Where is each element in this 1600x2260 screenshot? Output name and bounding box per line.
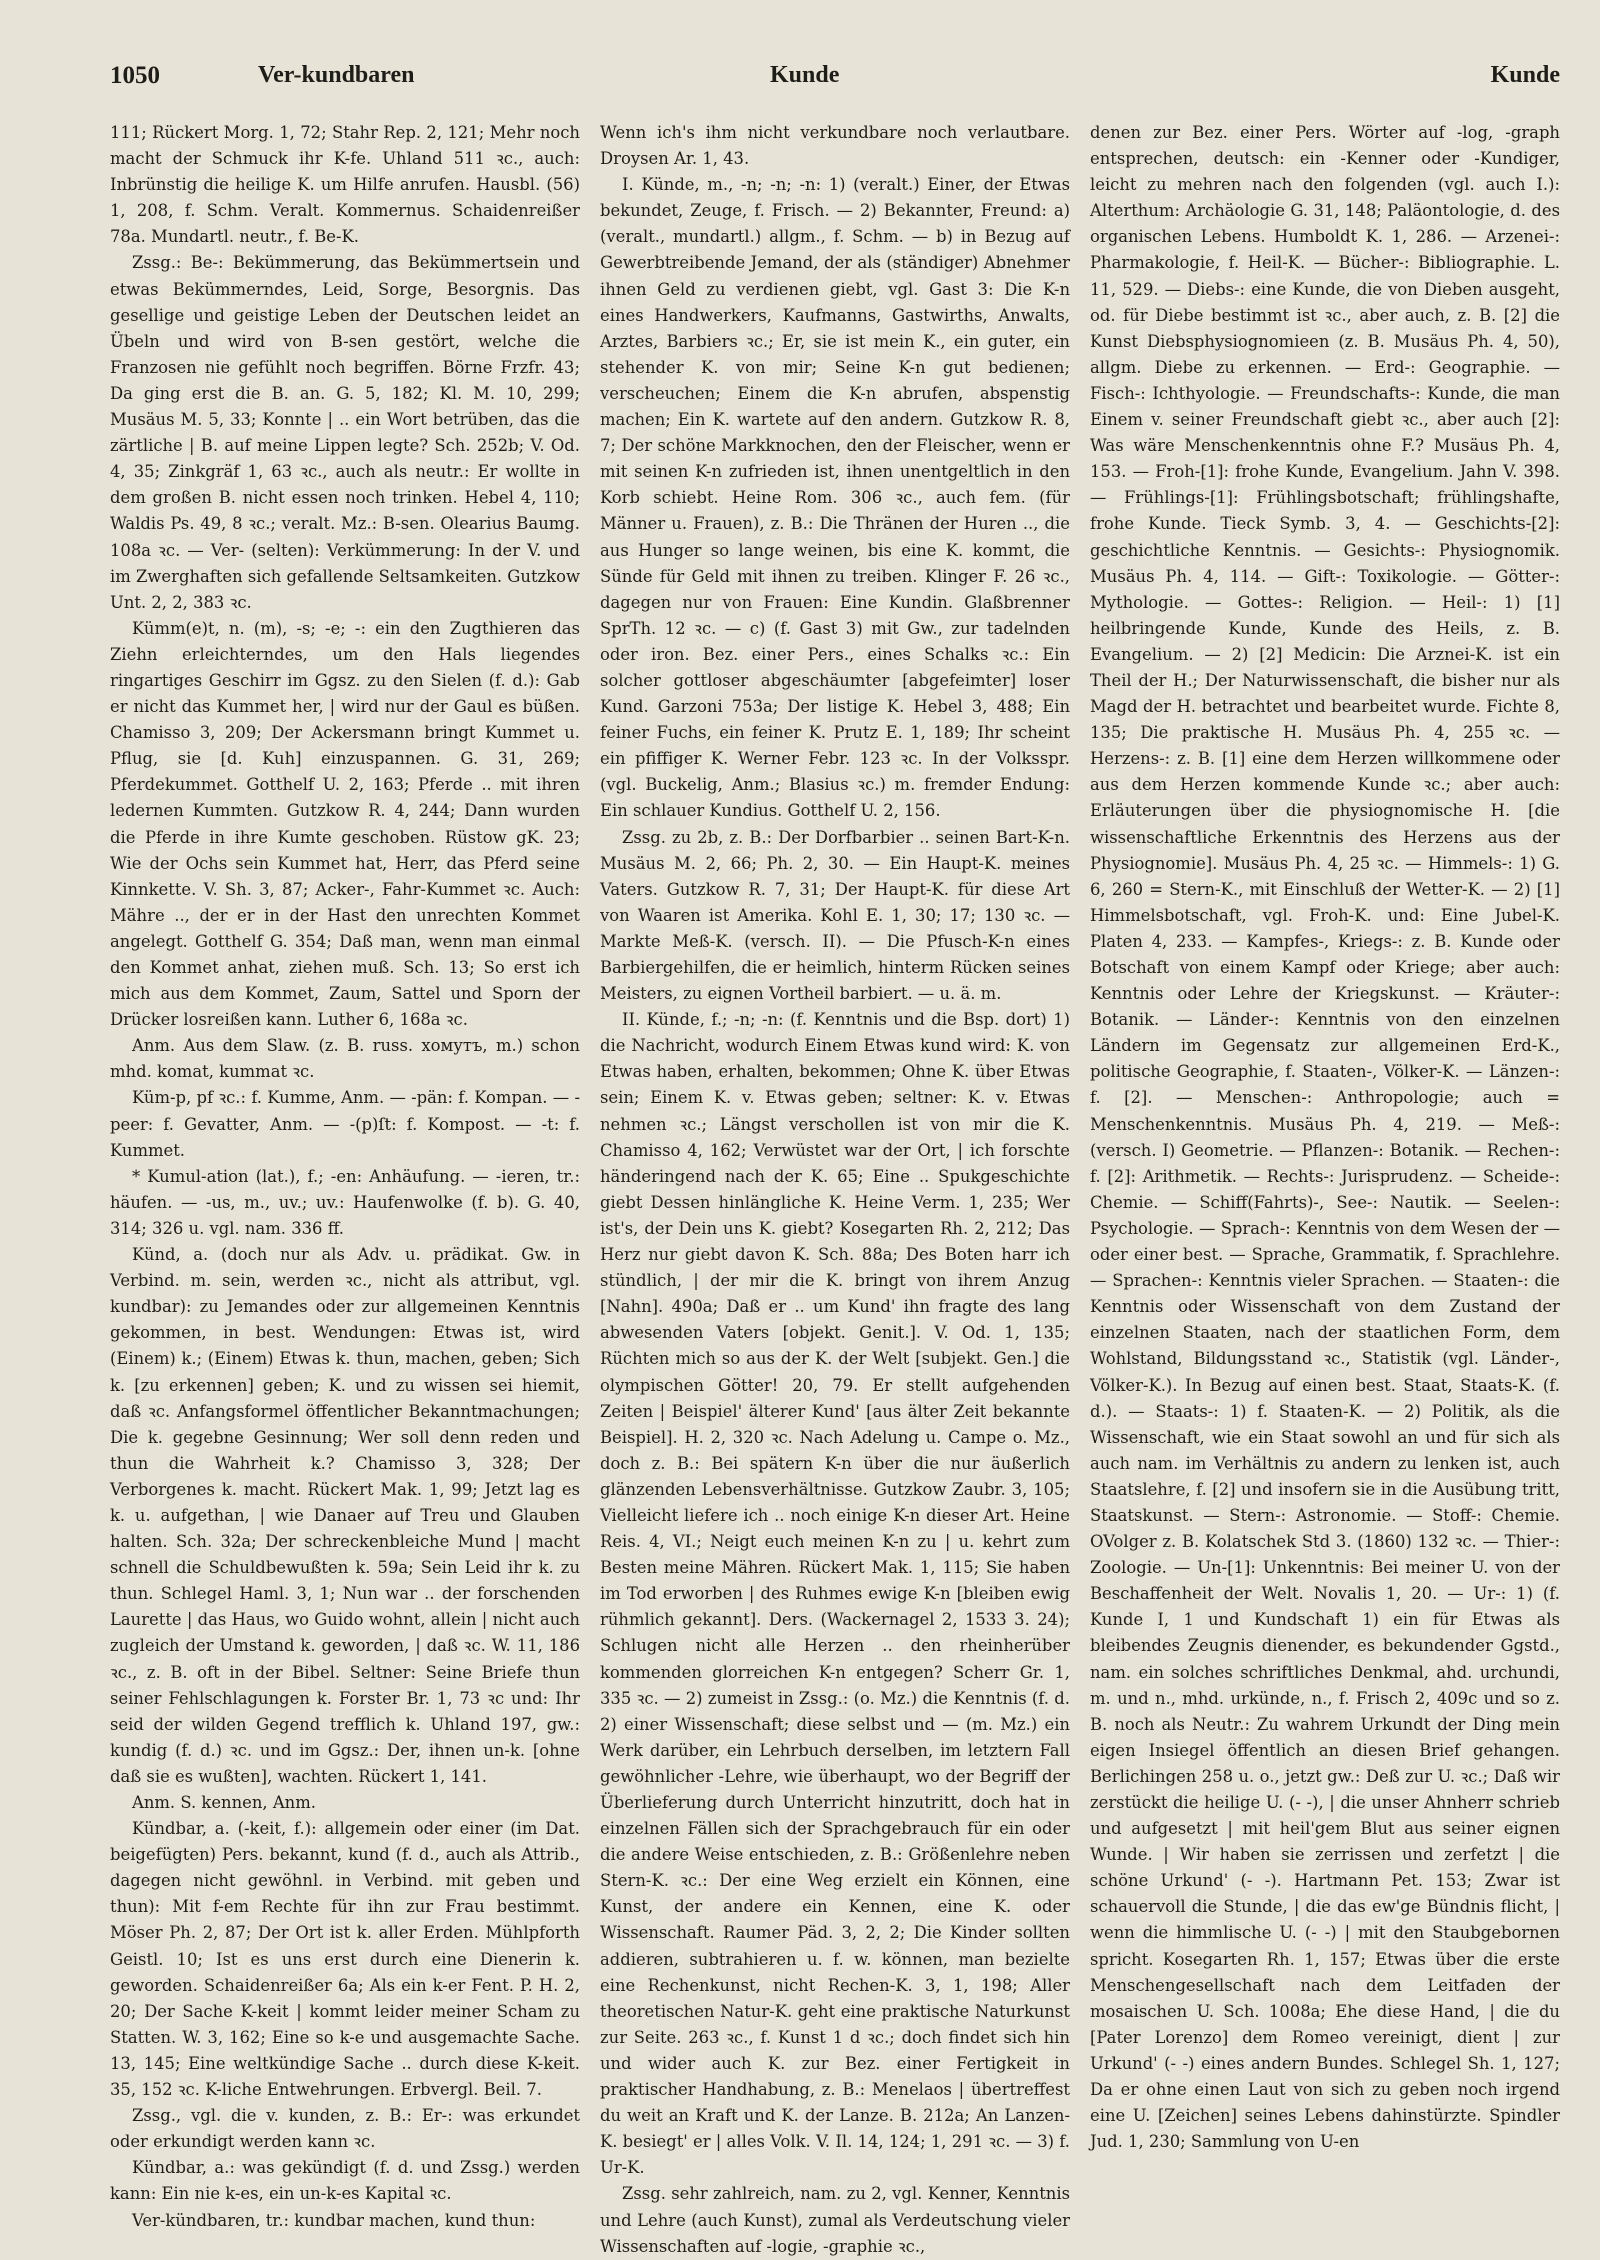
text-columns xyxy=(110,120,1560,2256)
entry-paragraph: Zssg. zu 2b, z. B.: Der Dorfbarbier .. seinen Bart-K-n. Musäus M. 2, 66; Ph. 2, 30. — Ein Haupt-K. meines Vaters. Gutzkow R. 7, 31; Der Haupt-K. für diese Art von Waaren ist Amerika. Kohl E. 1, 30; 17; 130 ꝛc. — Markte Meß-K. (versch. II). — Die Pfusch-K-n eines Barbiergehilfen, die er heimlich, hinterm Rücken seines Meisters, zu eignen Vortheil barbiert. — u. ä. m. xyxy=(600,827,1070,1004)
entry-paragraph: II. Künde, f.; -n; -n: (f. Kenntnis und die Bsp. dort) 1) die Nachricht, wodurch Einem Etwas kund wird: K. von Etwas haben, erhalten, bekommen; Ohne K. über Etwas sein; Einem K. v. Etwas geben; seltner: K. v. Etwas nehmen ꝛc.; Längst verschollen ist von mir die K. Chamisso 4, 162; Verwüstet war der Ort, | ich forschte händeringend nach der K. 65; Eine .. Spukgeschichte giebt Dessen hinlängliche K. Heine Verm. 1, 235; Wer ist's, der Dein uns K. giebt? Kosegarten Rh. 2, 212; Das Herz nur giebt davon K. Sch. 88a; Des Boten harr ich stündlich, | der mir die K. bringt von ihrem Anzug [Nahn]. 490a; Daß er .. um Kund' ihn fragte des lang abwesenden Vaters [objekt. Genit.]. V. Od. 1, 135; Rüchten mich so aus der K. der Welt [subjekt. Gen.] die olympischen Götter! 20, 79. Er stellt aufgehenden Zeiten | Beispiel' älterer Kund' [aus älter Zeit bekannte Beispiel]. H. 2, 320 ꝛc. Nach Adelung u. Campe o. Mz., doch z. B.: Bei spätern K-n über die nur äußerlich glänzenden Lebensverhältnisse. Gutzkow Zaubr. 3, 105; Vielleicht liefere ich .. noch einige K-n dieser Art. Heine Reis. 4, VI.; Neigt euch meinen K-n zu | u. kehrt zum Besten meine Mähren. Rückert Mak. 1, 115; Sie haben im Tod erworben | des Ruhmes ewige K-n [bleiben ewig rühmlich gekannt]. Ders. (Wackernagel 2, 1533 3. 24); Schlugen nicht alle Herzen .. den rheinherüber kommenden glorreichen K-n entgegen? Scherr Gr. 1, 335 ꝛc. — 2) zumeist in Zssg.: (o. Mz.) die Kenntnis (f. d. 2) einer Wissenschaft; diese selbst und — (m. Mz.) ein Werk darüber, ein Lehrbuch derselben, im letztern Fall gewöhnlicher -Lehre, wie überhaupt, wo der Begriff der Überlieferung durch Unterricht hinzutritt, doch hat in einzelnen Fällen sich der Sprachgebrauch für ein oder die andere Weise entschieden, z. B.: Größenlehre neben Stern-K. ꝛc.: Der eine Weg erzielt ein Können, eine Kunst, der andere ein Kennen, eine K. oder Wissenschaft. Raumer Päd. 3, 2, 2; Die Kinder sollten addieren, subtrahieren u. f. w. können, man bezielte eine Rechenkunst, nicht Rechen-K. 3, 1, 198; Aller theoretischen Natur-K. geht eine praktische Naturkunst zur Seite. 263 ꝛc., f. Kunst 1 d ꝛc.; doch findet sich hin und wider auch K. zur Bez. einer Fertigkeit in praktischer Handhabung, z. B.: Menelaos | übertreffest du weit an Kraft und K. der Lanze. B. 212a; An Lanzen-K. besiegt' er | alles Volk. V. Il. 14, 124; 1, 291 ꝛc. — 3) f. Ur-K. xyxy=(600,1010,1070,2178)
page-number: 1050 xyxy=(110,62,160,89)
entry-paragraph: Zssg., vgl. die v. kunden, z. B.: Er-: was erkundet oder erkundigt werden kann ꝛc. xyxy=(110,2106,580,2152)
column-middle xyxy=(600,120,1070,2256)
entry-paragraph: Anm. S. kennen, Anm. xyxy=(132,1793,316,1812)
entry-paragraph: Anm. Aus dem Slaw. (z. B. russ. хомутъ, m.) schon mhd. komat, kummat ꝛc. xyxy=(110,1036,580,1082)
running-header xyxy=(110,62,1560,108)
entry-paragraph: Kündbar, a.: was gekündigt (f. d. und Zssg.) werden kann: Ein nie k-es, ein un-k-es Kapital ꝛc. xyxy=(110,2158,580,2204)
column-right xyxy=(1090,120,1560,2230)
entry-paragraph: Ver-kündbaren, tr.: kundbar machen, kund thun: xyxy=(132,2210,536,2230)
entry-paragraph: Künd, a. (doch nur als Adv. u. prädikat. Gw. in Verbind. m. sein, werden ꝛc., nicht als attribut, vgl. kundbar): zu Jemandes oder zur allgemeinen Kenntnis gekommen, in best. Wendungen: Etwas ist, wird (Einem) k.; (Einem) Etwas k. thun, machen, geben; Sich k. [zu erkennen] geben; K. und zu wissen sei hiemit, daß ꝛc. Anfangsformel öffentlicher Bekanntmachungen; Die k. gegebne Gesinnung; Wer soll denn reden und thun die Wahrheit k.? Chamisso 3, 328; Der Verborgenes k. macht. Rückert Mak. 1, 99; Jetzt lag es k. u. aufgethan, | wie Danaer auf Treu und Glauben halten. Sch. 32a; Der schreckenbleiche Mund | macht schnell die Schuldbewußten k. 59a; Sein Leid ihr k. zu thun. Schlegel Haml. 3, 1; Nun war .. der forschenden Laurette | das Haus, wo Guido wohnt, allein | nicht auch zugleich der Umstand k. geworden, | daß ꝛc. W. 11, 186 ꝛc., z. B. oft in der Bibel. Seltner: Seine Briefe thun seiner Fehlschlagungen k. Forster Br. 1, 73 ꝛc und: Ihr seid der wilden Gegend trefflich k. Uhland 197, gw.: kundig (f. d.) ꝛc. und im Ggsz.: Der, ihnen un-k. [ohne daß sie es wußten], wachten. Rückert 1, 141. xyxy=(110,1245,580,1786)
entry-paragraph: Kümm(e)t, n. (m), -s; -e; -: ein den Zugthieren das Ziehn erleichterndes, um den Hals liegendes ringartiges Geschirr im Ggsz. zu den Sielen (f. d.): Gab er nicht das Kummet her, | wird nur der Gaul es büßen. Chamisso 3, 209; Der Ackersmann bringt Kummet u. Pflug, sie [d. Kuh] einzuspannen. G. 31, 269; Pferdekummet. Gotthelf U. 2, 163; Pferde .. mit ihren ledernen Kummten. Gutzkow R. 4, 244; Dann wurden die Pferde in ihre Kumte geschoben. Rüstow gK. 23; Wie der Ochs sein Kummet hat, Herr, das Pferd seine Kinnkette. V. Sh. 3, 87; Acker-, Fahr-Kummet ꝛc. Auch: Mähre .., der er in der Hast den unrechten Kommet angelegt. Gotthelf G. 354; Daß man, wenn man einmal den Kommet anhat, ziehen muß. Sch. 13; So erst ich mich aus dem Kommet, Zaum, Sattel und Sporn der Drücker losreißen kann. Luther 6, 168a ꝛc. xyxy=(110,618,580,1030)
center-headword: Kunde xyxy=(770,62,840,88)
entry-paragraph: Kündbar, a. (-keit, f.): allgemein oder einer (im Dat. beigefügten) Pers. bekannt, kund (f. d., auch als Attrib., dagegen nicht gewöhnl. in Verbind. mit geben und thun): Mit f-em Rechte für ihn zur Frau bestimmt. Möser Ph. 2, 87; Der Ort ist k. aller Erden. Mühlpforth Geistl. 10; Ist es uns erst durch eine Dienerin k. geworden. Schaidenreißer 6a; Als ein k-er Fent. P. H. 2, 20; Der Sache K-keit | kommt leider meiner Scham zu Statten. W. 3, 162; Eine so k-e und ausgemachte Sache. 13, 145; Eine weltkündige Sache .. durch diese K-keit. 35, 152 ꝛc. K-liche Entwehrungen. Erbvergl. Beil. 7. xyxy=(110,1819,580,2100)
entry-paragraph: * Kumul-ation (lat.), f.; -en: Anhäufung. — -ieren, tr.: häufen. — -us, m., uv.; uv.: Haufenwolke (f. b). G. 40, 314; 326 u. vgl. nam. 336 ff. xyxy=(110,1166,580,1238)
entry-paragraph: 111; Rückert Morg. 1, 72; Stahr Rep. 2, 121; Mehr noch macht der Schmuck ihr K-fe. Uhland 511 ꝛc., auch: Inbrünstig die heilige K. um Hilfe anrufen. Hausbl. (56) 1, 208, f. Schm. Veralt. Kommernus. Schaidenreißer 78a. Mundartl. neutr., f. Be-K. xyxy=(110,123,580,247)
column-left xyxy=(110,120,580,2230)
entry-paragraph: denen zur Bez. einer Pers. Wörter auf -log, -graph entsprechen, deutsch: ein -Kenner oder -Kundiger, leicht zu mehren nach den folgenden (vgl. auch I.): Alterthum: Archäologie G. 31, 148; Paläontologie, d. des organischen Lebens. Humboldt K. 1, 286. — Arzenei-: Pharmakologie, f. Heil-K. — Bücher-: Bibliographie. L. 11, 529. — Diebs-: eine Kunde, die von Dieben ausgeht, od. für Diebe bestimmt ist ꝛc., aber auch, z. B. [2] die Kunst Diebsphysiognomieen (z. B. Musäus Ph. 4, 50), allgm. Diebe zu erkennen. — Erd-: Geographie. — Fisch-: Ichthyologie. — Freundschafts-: Kunde, die man Einem v. seiner Freundschaft giebt ꝛc., aber auch [2]: Was wäre Menschenkenntnis ohne F.? Musäus Ph. 4, 153. — Froh-[1]: frohe Kunde, Evangelium. Jahn V. 398. — Frühlings-[1]: Frühlingsbotschaft; frühlingshafte, frohe Kunde. Tieck Symb. 3, 4. — Geschichts-[2]: geschichtliche Kenntnis. — Gesichts-: Physiognomik. Musäus Ph. 4, 114. — Gift-: Toxikologie. — Götter-: Mythologie. — Gottes-: Religion. — Heil-: 1) [1] heilbringende Kunde, Kunde des Heils, z. B. Evangelium. — 2) [2] Medicin: Die Arznei-K. ist ein Theil der H.; Der Naturwissenschaft, die bisher nur als Magd der H. betrachtet und bearbeitet wurde. Fichte 8, 135; Die praktische H. Musäus Ph. 4, 255 ꝛc. — Herzens-: z. B. [1] eine dem Herzen willkommene oder aus dem Herzen kommende Kunde ꝛc.; aber auch: Erläuterungen über die physiognomische H. [die wissenschaftliche Erkenntnis des Herzens aus der Physiognomie]. Musäus Ph. 4, 25 ꝛc. — Himmels-: 1) G. 6, 260 = Stern-K., mit Einschluß der Wetter-K. — 2) [1] Himmelsbotschaft, vgl. Froh-K. und: Eine Jubel-K. Platen 4, 233. — Kampfes-, Kriegs-: z. B. Kunde oder Botschaft von einem Kampf oder Kriege; aber auch: Kenntnis oder Lehre der Kriegskunst. — Kräuter-: Botanik. — Länder-: Kenntnis von den einzelnen Ländern im Gegensatz zur allgemeinen Erd-K., politische Geographie, f. Staaten-, Völker-K. — Länzen-: f. [2]. — Menschen-: Anthropologie; auch = Menschenkenntnis. Musäus Ph. 4, 219. — Meß-: (versch. I) Geometrie. — Pflanzen-: Botanik. — Rechen-: f. [2]: Arithmetik. — Rechts-: Jurisprudenz. — Scheide-: Chemie. — Schiff(Fahrts)-, See-: Nautik. — Seelen-: Psychologie. — Sprach-: Kenntnis von dem Wesen der — oder einer best. — Sprache, Grammatik, f. Sprachlehre. — Sprachen-: Kenntnis vieler Sprachen. — Staaten-: die Kenntnis oder Wissenschaft von dem Zustand der einzelnen Staaten, nach der staatlichen Form, dem Wohlstand, Bildungsstand ꝛc., Statistik (vgl. Länder-, Völker-K.). In Bezug auf einen best. Staat, Staats-K. (f. d.). — Staats-: 1) f. Staaten-K. — 2) Politik, als die Wissenschaft, wie ein Staat sowohl an und für sich als auch nam. im Verhältnis zu andern zu lenken ist, auch Staatslehre, f. [2] und insofern sie in die Ausübung tritt, Staatskunst. — Stern-: Astronomie. — Stoff-: Chemie. OVolger z. B. Kolatschek Std 3. (1860) 132 ꝛc. — Thier-: Zoologie. — Un-[1]: Unkenntnis: Bei meiner U. von der Beschaffenheit der Welt. Novalis 1, 20. — Ur-: 1) (f. Kunde I, 1 und Kundschaft 1) ein für Etwas als bleibendes Zeugnis dienender, es bekundender Ggstd., nam. ein solches schriftliches Denkmal, ahd. urchundi, m. und n., mhd. urkünde, n., f. Frisch 2, 409c und so z. B. noch als Neutr.: Zu wahrem Urkundt der Ding mein eigen Insiegel öffentlich an diesen Brief gehangen. Berlichingen 258 u. o., jetzt gw.: Deß zur U. ꝛc.; Daß wir zerstückt die heilige U. (- -), | die unser Ahnherr schrieb und aufgesetzt | mit heil'gem Blut aus seiner eignen Wunde. | Wir haben sie zerrissen und zerfetzt | die schöne Urkund' (- -). Hartmann Pet. 153; Zwar ist schauervoll die Stunde, | die das ew'ge Bündnis flicht, | wenn die himmlische U. (- -) | mit den Staubgebornen spricht. Kosegarten Rh. 1, 157; Etwas über die erste Menschengesellschaft nach dem Leitfaden der mosaischen U. Sch. 1008a; Ehe diese Hand, | die du [Pater Lorenzo] dem Romeo vereinigt, dient | zur Urkund' (- -) eines andern Bundes. Schlegel Sh. 1, 127; Da er ohne einen Laut von sich zu geben noch irgend eine U. [Zeichen] seines Lebens dahinstürzte. Spindler Jud. 1, 230; Sammlung von U-en xyxy=(1090,123,1560,2152)
entry-paragraph: Küm-p, pf ꝛc.: f. Kumme, Anm. — -pän: f. Kompan. — -peer: f. Gevatter, Anm. — -(p)ſt: f. Kompost. — -t: f. Kummet. xyxy=(110,1088,580,1160)
left-headword: Ver-kundbaren xyxy=(258,62,415,88)
entry-paragraph: Wenn ich's ihm nicht verkundbare noch verlautbare. Droysen Ar. 1, 43. xyxy=(600,123,1070,169)
right-headword: Kunde xyxy=(1490,62,1560,88)
entry-paragraph: Zssg. sehr zahlreich, nam. zu 2, vgl. Kenner, Kenntnis und Lehre (auch Kunst), zumal als Verdeutschung vieler Wissenschaften auf -logie, -graphie ꝛc., xyxy=(600,2184,1070,2256)
entry-paragraph: I. Künde, m., -n; -n; -n: 1) (veralt.) Einer, der Etwas bekundet, Zeuge, f. Frisch. — 2) Bekannter, Freund: a) (veralt., mundartl.) allgm., f. Schm. — b) in Bezug auf Gewerbtreibende Jemand, der als (ständiger) Abnehmer ihnen Geld zu verdienen giebt, vgl. Gast 3: Die K-n eines Handwerkers, Kaufmanns, Gastwirths, Anwalts, Arztes, Barbiers ꝛc.; Er, sie ist mein K., ein guter, ein stehender K. von mir; Seine K-n gut bedienen; verscheuchen; Einem die K-n abrufen, abspenstig machen; Ein K. wartete auf den andern. Gutzkow R. 8, 7; Der schöne Markknochen, den der Fleischer, wenn er mit seinen K-n zufrieden ist, ihnen unentgeltlich in den Korb schiebt. Heine Rom. 306 ꝛc., auch fem. (für Männer u. Frauen), z. B.: Die Thränen der Huren .., die aus Hunger so lange weinen, bis eine K. kommt, die Sünde für Geld mit ihnen zu treiben. Klinger F. 26 ꝛc., dagegen nur von Frauen: Eine Kundin. Glaßbrenner SprTh. 12 ꝛc. — c) (f. Gast 3) mit Gw., zur tadelnden oder iron. Bez. einer Pers., eines Schalks ꝛc.: Ein solcher gottloser abgeschäumter [abgefeimter] loser Kund. Garzoni 753a; Der listige K. Hebel 3, 488; Ein feiner Fuchs, ein feiner K. Prutz E. 1, 189; Ihr scheint ein pfiffiger K. Werner Febr. 123 ꝛc. In der Volksspr. (vgl. Buckelig, Anm.; Blasius ꝛc.) m. fremder Endung: Ein schlauer Kundius. Gotthelf U. 2, 156. xyxy=(600,175,1070,821)
entry-paragraph: Zssg.: Be-: Bekümmerung, das Bekümmertsein und etwas Bekümmerndes, Leid, Sorge, Besorgnis. Das gesellige und geistige Leben der Deutschen leidet an Übeln und wird von B-sen gestört, welche die Franzosen nie gefühlt noch begriffen. Börne Frzfr. 43; Da ging erst die B. an. G. 5, 182; Kl. M. 10, 299; Musäus M. 5, 33; Konnte | .. ein Wort betrüben, das die zärtliche | B. auf meine Lippen legte? Sch. 252b; V. Od. 4, 35; Zinkgräf 1, 63 ꝛc., auch als neutr.: Er wollte in dem großen B. nicht essen noch trinken. Hebel 4, 110; Waldis Ps. 49, 8 ꝛc.; veralt. Mz.: B-sen. Olearius Baumg. 108a ꝛc. — Ver- (selten): Verkümmerung: In der V. und im Zwerghaften sich gefallende Seltsamkeiten. Gutzkow Unt. 2, 2, 383 ꝛc. xyxy=(110,253,580,612)
